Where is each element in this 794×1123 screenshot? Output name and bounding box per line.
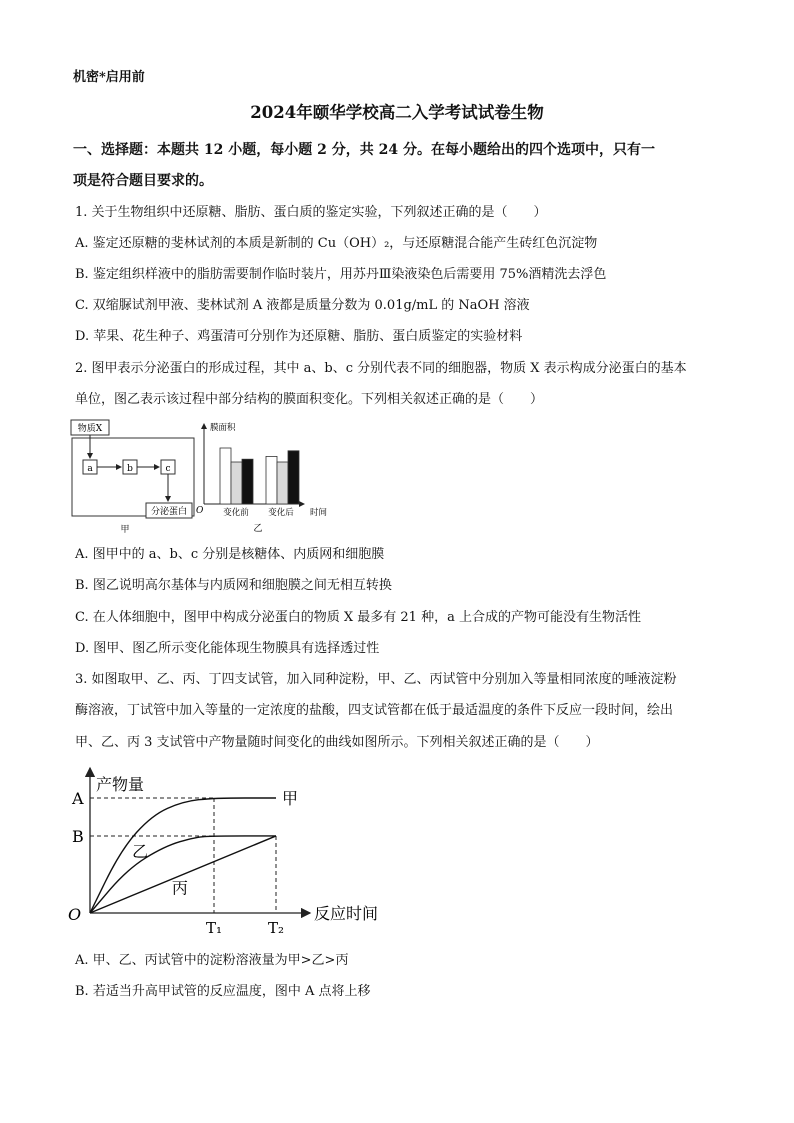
yi-xlabel: 时间 [310, 508, 328, 518]
q2-figure-yi [196, 418, 336, 536]
q2-option-c: C. 在人体细胞中，图甲中构成分泌蛋白的物质 X 最多有 21 种，a 上合成的产物可能没有生物活性 [75, 610, 641, 625]
q2-stem-line2: 单位，图乙表示该过程中部分结构的膜面积变化。下列相关叙述正确的是（ ） [75, 392, 544, 407]
q1-option-d: D. 苹果、花生种子、鸡蛋清可分别作为还原糖、脂肪、蛋白质鉴定的实验材料 [75, 329, 523, 344]
page-title: 2024年颐华学校高二入学考试试卷生物 [250, 103, 544, 122]
q3-origin: O [68, 905, 82, 924]
bar-变化后-series-1 [277, 462, 288, 504]
q1-stem: 1. 关于生物组织中还原糖、脂肪、蛋白质的鉴定实验，下列叙述正确的是（ ） [75, 205, 547, 220]
q2-option-b: B. 图乙说明高尔基体与内质网和细胞膜之间无相互转换 [75, 578, 392, 593]
q3-series-label-甲: 甲 [282, 789, 299, 808]
yi-ylabel: 膜面积 [210, 423, 236, 433]
yi-xtick-before: 变化前 [223, 508, 249, 518]
bar-变化后-series-0 [266, 456, 277, 504]
bar-变化前-series-1 [231, 462, 242, 504]
jia-output-label: 分泌蛋白 [150, 507, 188, 517]
yi-caption: 乙 [253, 524, 263, 534]
q2-figure-jia [68, 418, 198, 536]
confidential-label: 机密*启用前 [73, 70, 145, 85]
section-heading-line1: 一、选择题：本题共 12 小题，每小题 2 分，共 24 分。在每小题给出的四个选项中，只有一 [73, 142, 655, 158]
q3-series-label-丙: 丙 [171, 878, 188, 898]
jia-input-label: 物质X [77, 424, 103, 434]
q3-xlabel: 反应时间 [314, 904, 379, 923]
yi-origin: O [196, 506, 204, 516]
q1-option-a: A. 鉴定还原糖的斐林试剂的本质是新制的 Cu（OH）₂，与还原糖混合能产生砖红色沉淀物 [75, 236, 598, 251]
q2-stem-line1: 2. 图甲表示分泌蛋白的形成过程，其中 a、b、c 分别代表不同的细胞器，物质 X 表示构成分泌蛋白的基本 [75, 361, 687, 376]
yi-xtick-after: 变化后 [268, 508, 294, 518]
bar-变化前-series-0 [220, 448, 231, 504]
q3-curve-丙 [90, 836, 276, 913]
q3-stem-line1: 3. 如图取甲、乙、丙、丁四支试管，加入同种淀粉，甲、乙、丙试管中分别加入等量相同浓度的唾液淀粉 [75, 672, 677, 687]
q2-option-d: D. 图甲、图乙所示变化能体现生物膜具有选择透过性 [75, 641, 380, 656]
q3-ytick-A: A [72, 789, 84, 808]
q3-xtick-T₁: T₁ [206, 919, 223, 937]
q3-stem-line3: 甲、乙、丙 3 支试管中产物量随时间变化的曲线如图所示。下列相关叙述正确的是（ ） [75, 735, 599, 750]
q3-product-chart [62, 760, 392, 942]
jia-caption: 甲 [120, 525, 130, 535]
q3-ylabel: 产物量 [96, 775, 145, 794]
section-heading-line2: 项是符合题目要求的。 [73, 173, 213, 189]
q3-stem-line2: 酶溶液，丁试管中加入等量的一定浓度的盐酸，四支试管都在低于最适温度的条件下反应一段时间，绘出 [75, 703, 674, 718]
q3-option-b: B. 若适当升高甲试管的反应温度，图中 A 点将上移 [75, 984, 371, 999]
bar-变化前-series-2 [242, 459, 253, 504]
q1-option-c: C. 双缩脲试剂甲液、斐林试剂 A 液都是质量分数为 0.01g/mL 的 NaOH 溶液 [75, 298, 530, 313]
jia-node-a-label: a [87, 464, 93, 474]
q3-option-a: A. 甲、乙、丙试管中的淀粉溶液量为甲>乙>丙 [75, 953, 349, 968]
jia-node-c-label: c [165, 464, 171, 474]
q3-ytick-B: B [72, 826, 84, 846]
q3-xtick-T₂: T₂ [268, 919, 285, 937]
q1-option-b: B. 鉴定组织样液中的脂肪需要制作临时装片，用苏丹Ⅲ染液染色后需要用 75%酒精洗去浮色 [75, 267, 607, 282]
q2-option-a: A. 图甲中的 a、b、c 分别是核糖体、内质网和细胞膜 [75, 547, 385, 562]
bar-变化后-series-2 [288, 451, 299, 504]
q3-series-label-乙: 乙 [132, 841, 149, 861]
jia-node-b-label: b [127, 464, 133, 474]
